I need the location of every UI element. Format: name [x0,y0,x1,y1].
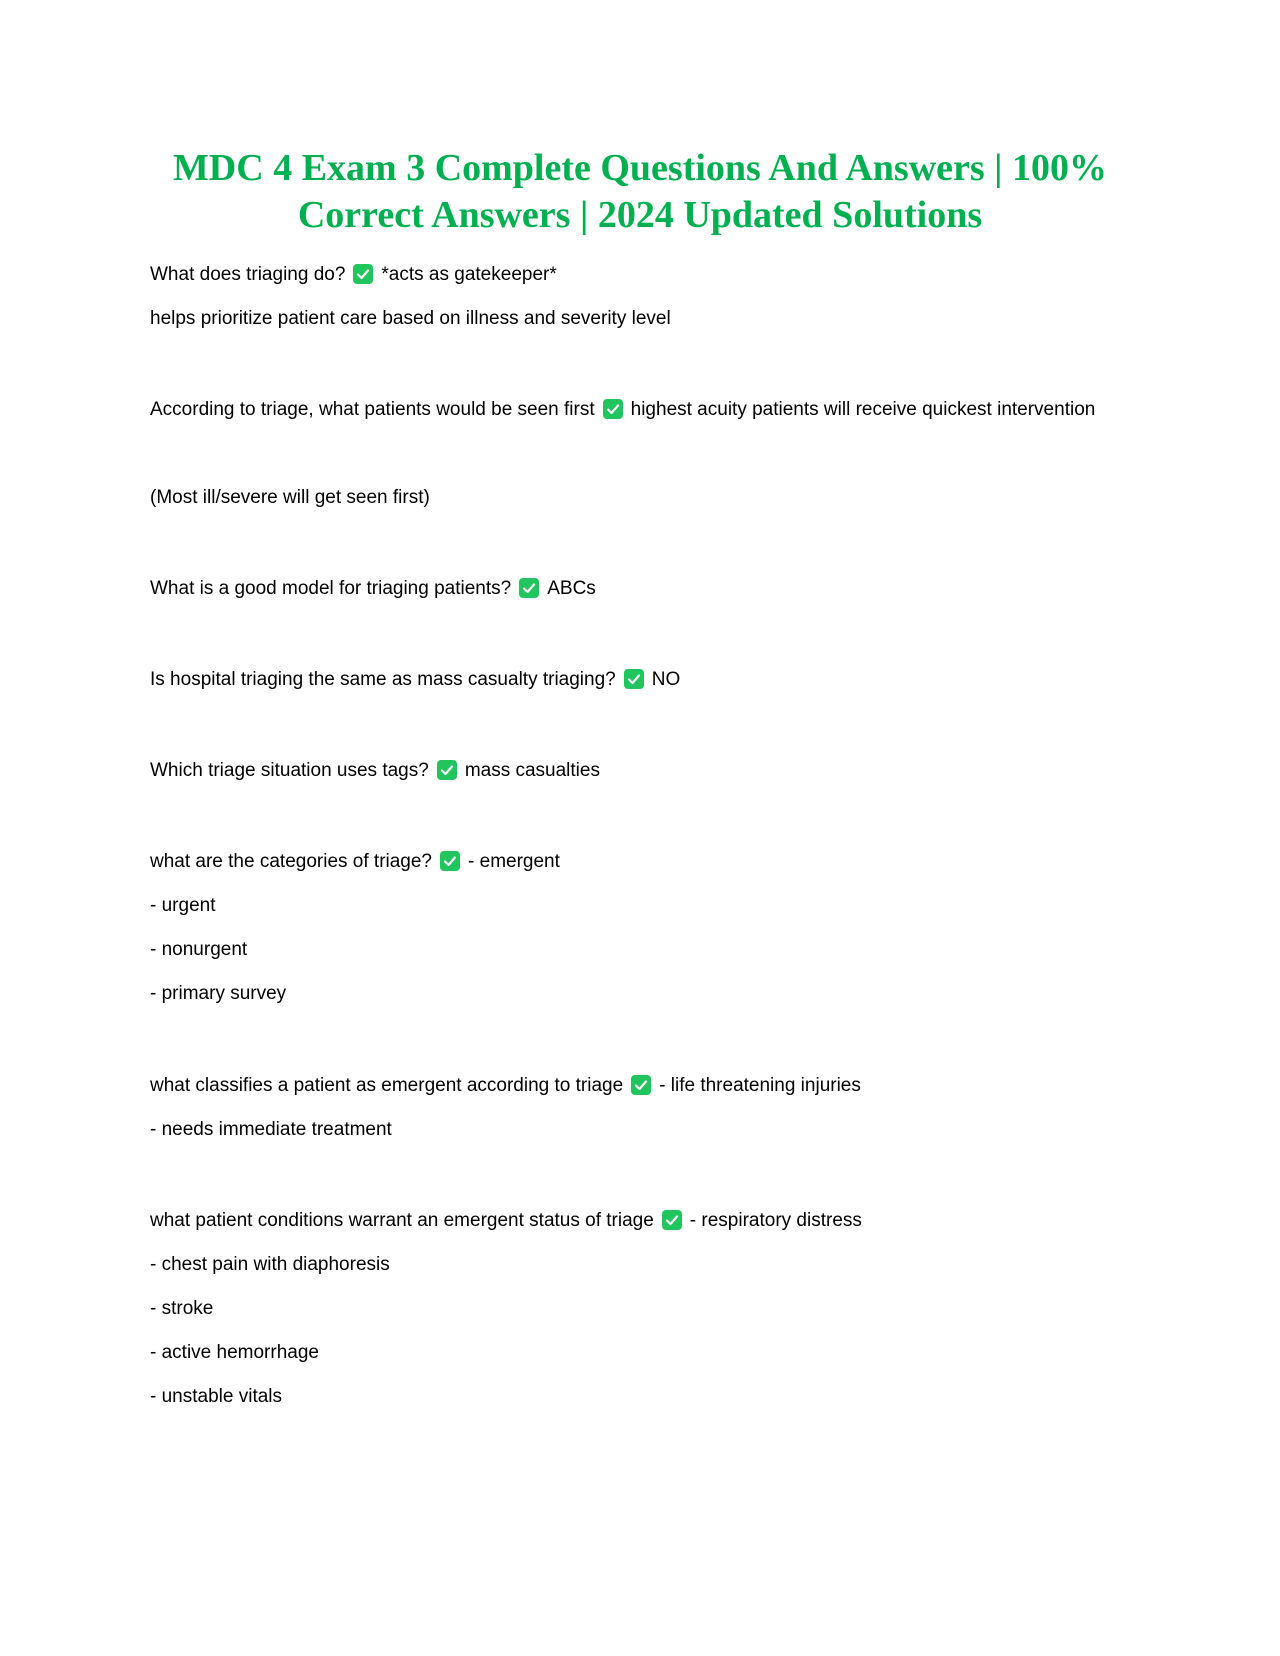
check-mark-icon [440,851,460,871]
question-text: What does triaging do? [150,264,346,285]
qa-question-line [150,398,1095,422]
answer-text: mass casualties [464,760,600,781]
check-mark-icon [437,760,457,780]
question-text: Is hospital triaging the same as mass casualty triaging? [150,669,616,690]
check-mark-icon [603,399,623,419]
question-text: According to triage, what patients would be seen first [150,399,595,420]
qa-question-line [150,668,680,692]
question-text: what classifies a patient as emergent according to triage [150,1075,624,1096]
check-mark-icon [353,264,373,284]
question-text: What is a good model for triaging patients? [150,578,512,599]
check-mark-icon [624,669,644,689]
check-mark-icon [631,1075,651,1095]
answer-text: - life threatening injuries [659,1075,861,1096]
qa-question-line [150,1209,862,1233]
answer-continuation: (Most ill/severe will get seen first) [150,487,430,508]
document-title: MDC 4 Exam 3 Complete Questions And Answers | 100% Correct Answers | 2024 Updated Solutions [172,147,1108,236]
answer-text: ABCs [547,578,596,599]
answer-text: - respiratory distress [689,1210,862,1231]
answer-continuation: - active hemorrhage [150,1342,319,1363]
answer-continuation: helps prioritize patient care based on illness and severity level [150,308,671,329]
answer-continuation: - needs immediate treatment [150,1119,392,1140]
qa-question-line [150,577,596,601]
answer-continuation: - stroke [150,1298,214,1319]
qa-question-line [150,263,557,287]
check-mark-icon [662,1210,682,1230]
qa-question-line [150,1074,861,1098]
answer-text: *acts as gatekeeper* [381,264,557,285]
question-text: what are the categories of triage? [150,851,433,872]
check-mark-icon [519,578,539,598]
answer-text: highest acuity patients will receive quickest intervention [630,399,1096,420]
answer-continuation: - nonurgent [150,939,248,960]
qa-question-line [150,759,600,783]
answer-text: NO [651,669,681,690]
answer-continuation: - chest pain with diaphoresis [150,1254,390,1275]
answer-continuation: - urgent [150,895,216,916]
answer-continuation: - primary survey [150,983,287,1004]
answer-continuation: - unstable vitals [150,1386,283,1407]
question-text: Which triage situation uses tags? [150,760,429,781]
answer-text: - emergent [468,851,560,872]
qa-question-line [150,850,560,874]
question-text: what patient conditions warrant an emergent status of triage [150,1210,654,1231]
